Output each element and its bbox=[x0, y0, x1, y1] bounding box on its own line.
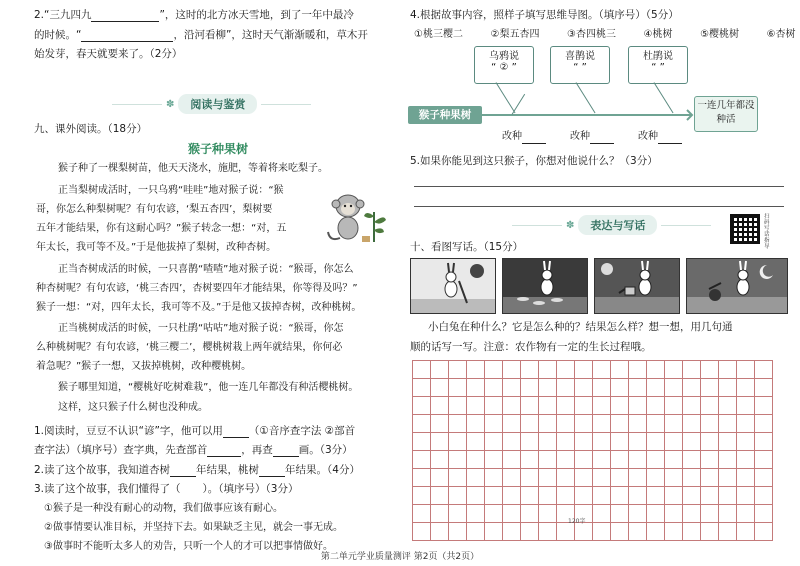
grid-cell[interactable] bbox=[719, 523, 737, 541]
grid-cell[interactable] bbox=[539, 397, 557, 415]
option-1: ①猴子是一种没有耐心的动物，我们做事应该有耐心。 bbox=[44, 503, 283, 514]
grid-cell[interactable] bbox=[485, 433, 503, 451]
grid-cell[interactable] bbox=[665, 487, 683, 505]
grid-cell[interactable] bbox=[611, 361, 629, 379]
grid-cell[interactable] bbox=[665, 379, 683, 397]
plant-blank-1[interactable] bbox=[522, 143, 546, 144]
grid-cell[interactable] bbox=[485, 379, 503, 397]
grid-cell[interactable] bbox=[521, 397, 539, 415]
grid-cell[interactable] bbox=[719, 487, 737, 505]
grid-cell[interactable] bbox=[557, 487, 575, 505]
spine-label: 猴子种果树 bbox=[408, 106, 482, 124]
grid-cell[interactable] bbox=[449, 361, 467, 379]
grid-cell[interactable] bbox=[431, 523, 449, 541]
page-footer: 第二单元学业质量测评 第2页（共2页） bbox=[320, 552, 480, 562]
grid-cell[interactable] bbox=[737, 451, 755, 469]
grid-cell[interactable] bbox=[575, 523, 593, 541]
grid-cell[interactable] bbox=[629, 469, 647, 487]
grid-cell[interactable] bbox=[683, 379, 701, 397]
grid-cell[interactable] bbox=[431, 487, 449, 505]
grid-cell[interactable] bbox=[755, 361, 773, 379]
grid-cell[interactable] bbox=[611, 469, 629, 487]
q2-line3: 始发芽，春天就要来了。（2分） bbox=[34, 48, 183, 60]
grid-cell[interactable] bbox=[449, 415, 467, 433]
grid-cell[interactable] bbox=[665, 433, 683, 451]
grid-cell[interactable] bbox=[683, 433, 701, 451]
grid-cell[interactable] bbox=[737, 469, 755, 487]
paragraph-5: 猴子哪里知道，“樱桃好吃树难栽”，他一连几年都没有种活樱桃树。 bbox=[58, 382, 359, 393]
q1-blank-method[interactable] bbox=[223, 437, 249, 438]
grid-cell[interactable] bbox=[647, 469, 665, 487]
grid-cell[interactable] bbox=[647, 523, 665, 541]
grid-cell[interactable] bbox=[413, 361, 431, 379]
grid-cell[interactable] bbox=[503, 523, 521, 541]
grid-cell[interactable] bbox=[485, 397, 503, 415]
grid-cell[interactable] bbox=[413, 487, 431, 505]
grid-cell[interactable] bbox=[431, 361, 449, 379]
grid-cell[interactable] bbox=[431, 379, 449, 397]
writing-section-heading: ✽ 表达与写话 bbox=[512, 215, 711, 235]
grid-cell[interactable] bbox=[575, 379, 593, 397]
story-title: 猴子种果树 bbox=[188, 142, 249, 156]
grid-cell[interactable] bbox=[593, 487, 611, 505]
grid-cell[interactable] bbox=[503, 433, 521, 451]
q2-blank-peach[interactable] bbox=[259, 476, 285, 477]
part9-heading: 九、课外阅读。（18分） bbox=[34, 123, 148, 135]
grid-cell[interactable] bbox=[539, 523, 557, 541]
q3-reading: 3.读了这个故事，我们懂得了（ ）。（填序号）（3分） bbox=[34, 483, 299, 495]
grid-cell[interactable] bbox=[755, 451, 773, 469]
grid-cell[interactable] bbox=[485, 469, 503, 487]
qr-code[interactable] bbox=[730, 214, 760, 244]
grid-cell[interactable] bbox=[593, 433, 611, 451]
arrow-right-icon bbox=[680, 108, 694, 122]
answer-line-1[interactable] bbox=[414, 186, 784, 187]
grid-cell[interactable] bbox=[683, 361, 701, 379]
grid-cell[interactable] bbox=[665, 505, 683, 523]
answer-line-2[interactable] bbox=[414, 206, 784, 207]
monkey-planting-illustration bbox=[326, 186, 390, 244]
paragraph-2-line1: 正当梨树成活时，一只乌鸦“哇哇”地对猴子说：“猴 bbox=[58, 185, 284, 196]
grid-cell[interactable] bbox=[593, 469, 611, 487]
grid-cell[interactable] bbox=[557, 379, 575, 397]
rabbit-harvest-illustration bbox=[687, 259, 787, 313]
grid-cell[interactable] bbox=[557, 361, 575, 379]
grid-cell[interactable] bbox=[629, 487, 647, 505]
grid-cell[interactable] bbox=[683, 415, 701, 433]
grid-cell[interactable] bbox=[611, 379, 629, 397]
q1-line1: 1.阅读时，豆豆不认识“谚”字，他可以用 （①音序查字法 ②部首 bbox=[34, 425, 356, 437]
grid-cell[interactable] bbox=[647, 487, 665, 505]
grid-cell[interactable] bbox=[503, 505, 521, 523]
grid-cell[interactable] bbox=[413, 397, 431, 415]
grid-cell[interactable] bbox=[611, 433, 629, 451]
grid-cell[interactable] bbox=[755, 469, 773, 487]
grid-cell[interactable] bbox=[449, 469, 467, 487]
grid-cell[interactable] bbox=[593, 505, 611, 523]
grid-cell[interactable] bbox=[755, 397, 773, 415]
paragraph-3-line3: 猴子一想：“对，四年太长，我可等不及。”于是他又拔掉杏树，改种桃树。 bbox=[36, 302, 362, 313]
grid-cell[interactable] bbox=[413, 379, 431, 397]
grid-cell[interactable] bbox=[449, 523, 467, 541]
grid-cell[interactable] bbox=[611, 415, 629, 433]
grid-cell[interactable] bbox=[647, 415, 665, 433]
option-2: ②做事情要认准目标，并坚持下去。如果缺乏主见，就会一事无成。 bbox=[44, 522, 343, 533]
q2-line1: 2.“三九四九 ”，这时的北方冰天雪地，到了一年中最冷 bbox=[34, 9, 354, 21]
grid-cell[interactable] bbox=[485, 361, 503, 379]
option-3: ③做事时不能听太多人的劝告，只听一个人的才可以把事情做好。 bbox=[44, 541, 333, 552]
paragraph-3-line2: 种杏树呢？有句农谚，‘桃三杏四’，杏树要四年才能结果，你等得及吗？” bbox=[36, 283, 358, 294]
grid-cell[interactable] bbox=[449, 433, 467, 451]
grid-cell[interactable] bbox=[629, 415, 647, 433]
grid-cell[interactable] bbox=[413, 523, 431, 541]
grid-cell[interactable] bbox=[413, 451, 431, 469]
grid-cell[interactable] bbox=[701, 415, 719, 433]
grid-cell[interactable] bbox=[701, 397, 719, 415]
grid-cell[interactable] bbox=[647, 361, 665, 379]
q4-title: 4.根据故事内容，照样子填写思维导图。（填序号）（5分） bbox=[410, 9, 679, 21]
grid-cell[interactable] bbox=[539, 451, 557, 469]
rabbit-watering-illustration bbox=[595, 259, 679, 313]
panel-3 bbox=[594, 258, 680, 314]
grid-cell[interactable] bbox=[755, 523, 773, 541]
grid-cell[interactable] bbox=[629, 397, 647, 415]
grid-cell[interactable] bbox=[647, 379, 665, 397]
paragraph-2-line2: 哥，你怎么种梨树呢？有句农谚，‘梨五杏四’，梨树要 bbox=[36, 204, 273, 215]
grid-cell[interactable] bbox=[647, 397, 665, 415]
q2-reading: 2.读了这个故事，我知道杏树 年结果，桃树 年结果。（4分） bbox=[34, 464, 360, 476]
grid-cell[interactable] bbox=[665, 415, 683, 433]
paragraph-6: 这样，这只猴子什么树也没种成。 bbox=[58, 402, 208, 413]
grid-cell[interactable] bbox=[701, 433, 719, 451]
grid-cell[interactable] bbox=[575, 469, 593, 487]
grid-cell[interactable] bbox=[755, 379, 773, 397]
grid-cell[interactable] bbox=[629, 379, 647, 397]
grid-cell[interactable] bbox=[539, 415, 557, 433]
grid-cell[interactable] bbox=[737, 433, 755, 451]
grid-cell[interactable] bbox=[701, 487, 719, 505]
grid-cell[interactable] bbox=[467, 397, 485, 415]
grid-cell[interactable] bbox=[755, 505, 773, 523]
grid-cell[interactable] bbox=[521, 487, 539, 505]
grid-cell[interactable] bbox=[449, 487, 467, 505]
q1-line2: 查字法）（填序号）查字典，先查部首 ，再查 画。（3分） bbox=[34, 444, 353, 456]
grid-cell[interactable] bbox=[647, 505, 665, 523]
grid-cell[interactable] bbox=[701, 469, 719, 487]
plant-slot-3: 改种 bbox=[638, 130, 682, 144]
grid-cell[interactable] bbox=[485, 505, 503, 523]
grid-cell[interactable] bbox=[413, 505, 431, 523]
grid-cell[interactable] bbox=[647, 433, 665, 451]
grid-cell[interactable] bbox=[737, 379, 755, 397]
grid-cell[interactable] bbox=[683, 397, 701, 415]
paragraph-1: 猴子种了一棵梨树苗，他天天浇水，施肥，等着将来吃梨子。 bbox=[58, 163, 328, 174]
grid-cell[interactable] bbox=[719, 397, 737, 415]
plant-blank-2[interactable] bbox=[590, 143, 614, 144]
grid-cell[interactable] bbox=[503, 487, 521, 505]
grid-cell[interactable] bbox=[413, 415, 431, 433]
grid-cell[interactable] bbox=[647, 451, 665, 469]
grid-cell[interactable] bbox=[629, 505, 647, 523]
grid-count: 120字 bbox=[568, 518, 586, 525]
grid-cell[interactable] bbox=[737, 415, 755, 433]
qr-caption: 扫码写话指导 bbox=[764, 214, 770, 250]
grid-cell[interactable] bbox=[521, 469, 539, 487]
paragraph-4-line1: 正当桃树成活的时候，一只杜鹃“咕咕”地对猴子说：“猴哥，你怎 bbox=[58, 323, 344, 334]
paragraph-3-line1: 正当杏树成活的时候，一只喜鹊“喳喳”地对猴子说：“猴哥，你怎么 bbox=[58, 264, 354, 275]
grid-cell[interactable] bbox=[629, 523, 647, 541]
flower-icon: ✽ bbox=[166, 98, 175, 110]
grid-cell[interactable] bbox=[755, 487, 773, 505]
grid-cell[interactable] bbox=[575, 415, 593, 433]
panel-1 bbox=[410, 258, 496, 314]
paragraph-2-line3: 五年才能结果，你有这耐心吗？”猴子转念一想：“对，五 bbox=[36, 223, 287, 234]
rabbit-digging-illustration bbox=[411, 259, 495, 313]
grid-cell[interactable] bbox=[737, 523, 755, 541]
grid-cell[interactable] bbox=[503, 415, 521, 433]
q5-question: 5.如果你能见到这只猴子，你想对他说什么？（3分） bbox=[410, 155, 658, 167]
plant-slot-2: 改种 bbox=[570, 130, 614, 144]
grid-cell[interactable] bbox=[521, 433, 539, 451]
grid-cell[interactable] bbox=[575, 433, 593, 451]
grid-cell[interactable] bbox=[719, 379, 737, 397]
grid-cell[interactable] bbox=[521, 379, 539, 397]
grid-cell[interactable] bbox=[719, 415, 737, 433]
grid-cell[interactable] bbox=[467, 523, 485, 541]
grid-cell[interactable] bbox=[485, 487, 503, 505]
grid-cell[interactable] bbox=[665, 361, 683, 379]
grid-cell[interactable] bbox=[737, 397, 755, 415]
grid-cell[interactable] bbox=[755, 433, 773, 451]
grid-cell[interactable] bbox=[431, 451, 449, 469]
grid-cell[interactable] bbox=[629, 361, 647, 379]
result-box: 一连几年都没种活 bbox=[694, 96, 758, 132]
grid-cell[interactable] bbox=[539, 433, 557, 451]
grid-cell[interactable] bbox=[611, 487, 629, 505]
grid-cell[interactable] bbox=[611, 505, 629, 523]
grid-cell[interactable] bbox=[557, 397, 575, 415]
grid-cell[interactable] bbox=[539, 469, 557, 487]
cuckoo-answer[interactable]: “ ” bbox=[651, 62, 665, 73]
grid-cell[interactable] bbox=[683, 505, 701, 523]
grid-cell[interactable] bbox=[557, 469, 575, 487]
grid-cell[interactable] bbox=[521, 415, 539, 433]
grid-cell[interactable] bbox=[719, 505, 737, 523]
q4-choices: ①桃三樱二 ②梨五杏四 ③杏四桃三 ④桃树 ⑤樱桃树 ⑥杏树 bbox=[414, 29, 796, 40]
grid-cell[interactable] bbox=[449, 397, 467, 415]
grid-cell[interactable] bbox=[611, 451, 629, 469]
grid-cell[interactable] bbox=[683, 451, 701, 469]
q2-line2: 的时候。“ ，沿河看柳”，这时天气渐渐暖和，草木开 bbox=[34, 29, 368, 41]
grid-cell[interactable] bbox=[737, 487, 755, 505]
grid-cell[interactable] bbox=[557, 523, 575, 541]
grid-cell[interactable] bbox=[701, 523, 719, 541]
grid-cell[interactable] bbox=[449, 505, 467, 523]
grid-cell[interactable] bbox=[521, 451, 539, 469]
grid-cell[interactable] bbox=[431, 397, 449, 415]
grid-cell[interactable] bbox=[719, 433, 737, 451]
grid-cell[interactable] bbox=[683, 487, 701, 505]
grid-cell[interactable] bbox=[611, 523, 629, 541]
grid-cell[interactable] bbox=[557, 433, 575, 451]
grid-cell[interactable] bbox=[593, 415, 611, 433]
grid-cell[interactable] bbox=[485, 523, 503, 541]
grid-cell[interactable] bbox=[575, 487, 593, 505]
grid-cell[interactable] bbox=[755, 415, 773, 433]
speaker-magpie-box: 喜鹊说 “ ” bbox=[550, 46, 610, 84]
grid-cell[interactable] bbox=[593, 361, 611, 379]
plant-slot-1: 改种 bbox=[502, 130, 546, 144]
grid-cell[interactable] bbox=[719, 361, 737, 379]
grid-cell[interactable] bbox=[521, 505, 539, 523]
q2-blank-2[interactable] bbox=[81, 41, 173, 42]
q2-blank-apricot[interactable] bbox=[170, 476, 196, 477]
panel-2 bbox=[502, 258, 588, 314]
grid-cell[interactable] bbox=[467, 451, 485, 469]
grid-cell[interactable] bbox=[503, 379, 521, 397]
grid-cell[interactable] bbox=[575, 361, 593, 379]
grid-cell[interactable] bbox=[431, 505, 449, 523]
plant-blank-3[interactable] bbox=[658, 143, 682, 144]
grid-cell[interactable] bbox=[467, 469, 485, 487]
grid-cell[interactable] bbox=[431, 415, 449, 433]
grid-cell[interactable] bbox=[539, 361, 557, 379]
grid-cell[interactable] bbox=[611, 397, 629, 415]
grid-cell[interactable] bbox=[503, 451, 521, 469]
grid-cell[interactable] bbox=[467, 487, 485, 505]
grid-cell[interactable] bbox=[413, 433, 431, 451]
paragraph-2-line4: 年太长，我可等不及。”于是他拔掉了梨树，改种杏树。 bbox=[36, 242, 277, 253]
grid-cell[interactable] bbox=[593, 379, 611, 397]
speaker-cuckoo-box: 杜鹃说 “ ” bbox=[628, 46, 688, 84]
speaker-crow-box: 乌鸦说 “ ② ” bbox=[474, 46, 534, 84]
grid-cell[interactable] bbox=[665, 469, 683, 487]
grid-cell[interactable] bbox=[575, 451, 593, 469]
grid-cell[interactable] bbox=[467, 379, 485, 397]
grid-cell[interactable] bbox=[521, 361, 539, 379]
grid-cell[interactable] bbox=[665, 523, 683, 541]
panel-4 bbox=[686, 258, 788, 314]
grid-cell[interactable] bbox=[719, 469, 737, 487]
grid-cell[interactable] bbox=[557, 451, 575, 469]
grid-cell[interactable] bbox=[701, 451, 719, 469]
reading-section-heading: ✽ 阅读与鉴赏 bbox=[112, 94, 311, 114]
part10-heading: 十、看图写话。（15分） bbox=[410, 241, 524, 253]
grid-cell[interactable] bbox=[467, 415, 485, 433]
grid-cell[interactable] bbox=[701, 505, 719, 523]
grid-cell[interactable] bbox=[629, 451, 647, 469]
grid-cell[interactable] bbox=[593, 523, 611, 541]
grid-cell[interactable] bbox=[539, 505, 557, 523]
grid-cell[interactable] bbox=[557, 415, 575, 433]
grid-cell[interactable] bbox=[485, 415, 503, 433]
grid-cell[interactable] bbox=[737, 361, 755, 379]
grid-cell[interactable] bbox=[665, 397, 683, 415]
grid-cell[interactable] bbox=[593, 451, 611, 469]
prompt-line-2: 顺的话写一写。注意：农作物有一定的生长过程哦。 bbox=[410, 341, 652, 353]
q1-blank-strokes[interactable] bbox=[273, 456, 299, 457]
grid-cell[interactable] bbox=[503, 469, 521, 487]
grid-cell[interactable] bbox=[467, 361, 485, 379]
crow-answer[interactable]: “ ② ” bbox=[491, 62, 517, 73]
grid-cell[interactable] bbox=[467, 505, 485, 523]
grid-cell[interactable] bbox=[683, 469, 701, 487]
grid-cell[interactable] bbox=[629, 433, 647, 451]
grid-cell[interactable] bbox=[719, 451, 737, 469]
grid-cell[interactable] bbox=[701, 361, 719, 379]
grid-cell[interactable] bbox=[539, 487, 557, 505]
grid-cell[interactable] bbox=[593, 397, 611, 415]
grid-cell[interactable] bbox=[665, 451, 683, 469]
grid-cell[interactable] bbox=[503, 361, 521, 379]
grid-cell[interactable] bbox=[449, 379, 467, 397]
q2-blank-1[interactable] bbox=[91, 21, 159, 22]
grid-cell[interactable] bbox=[539, 379, 557, 397]
grid-cell[interactable] bbox=[449, 451, 467, 469]
prompt-line-1: 小白兔在种什么？它是怎么种的？结果怎么样？想一想，用几句通 bbox=[428, 321, 733, 333]
grid-cell[interactable] bbox=[431, 433, 449, 451]
q1-blank-radical[interactable] bbox=[207, 456, 241, 457]
writing-grid[interactable] bbox=[412, 360, 773, 541]
paragraph-4-line3: 着急呢？”猴子一想，又拔掉桃树，改种樱桃树。 bbox=[36, 361, 252, 372]
grid-cell[interactable] bbox=[485, 451, 503, 469]
grid-cell[interactable] bbox=[413, 469, 431, 487]
grid-cell[interactable] bbox=[575, 397, 593, 415]
paragraph-4-line2: 么种桃树呢？有句农谚，‘桃三樱二’，樱桃树栽上两年就结果，你何必 bbox=[36, 342, 343, 353]
flower-icon: ✽ bbox=[566, 219, 575, 231]
grid-cell[interactable] bbox=[683, 523, 701, 541]
magpie-answer[interactable]: “ ” bbox=[573, 62, 587, 73]
grid-cell[interactable] bbox=[431, 469, 449, 487]
grid-cell[interactable] bbox=[701, 379, 719, 397]
rabbit-planting-illustration bbox=[503, 259, 587, 313]
grid-cell[interactable] bbox=[737, 505, 755, 523]
grid-cell[interactable] bbox=[521, 523, 539, 541]
grid-cell[interactable] bbox=[467, 433, 485, 451]
grid-cell[interactable] bbox=[503, 397, 521, 415]
